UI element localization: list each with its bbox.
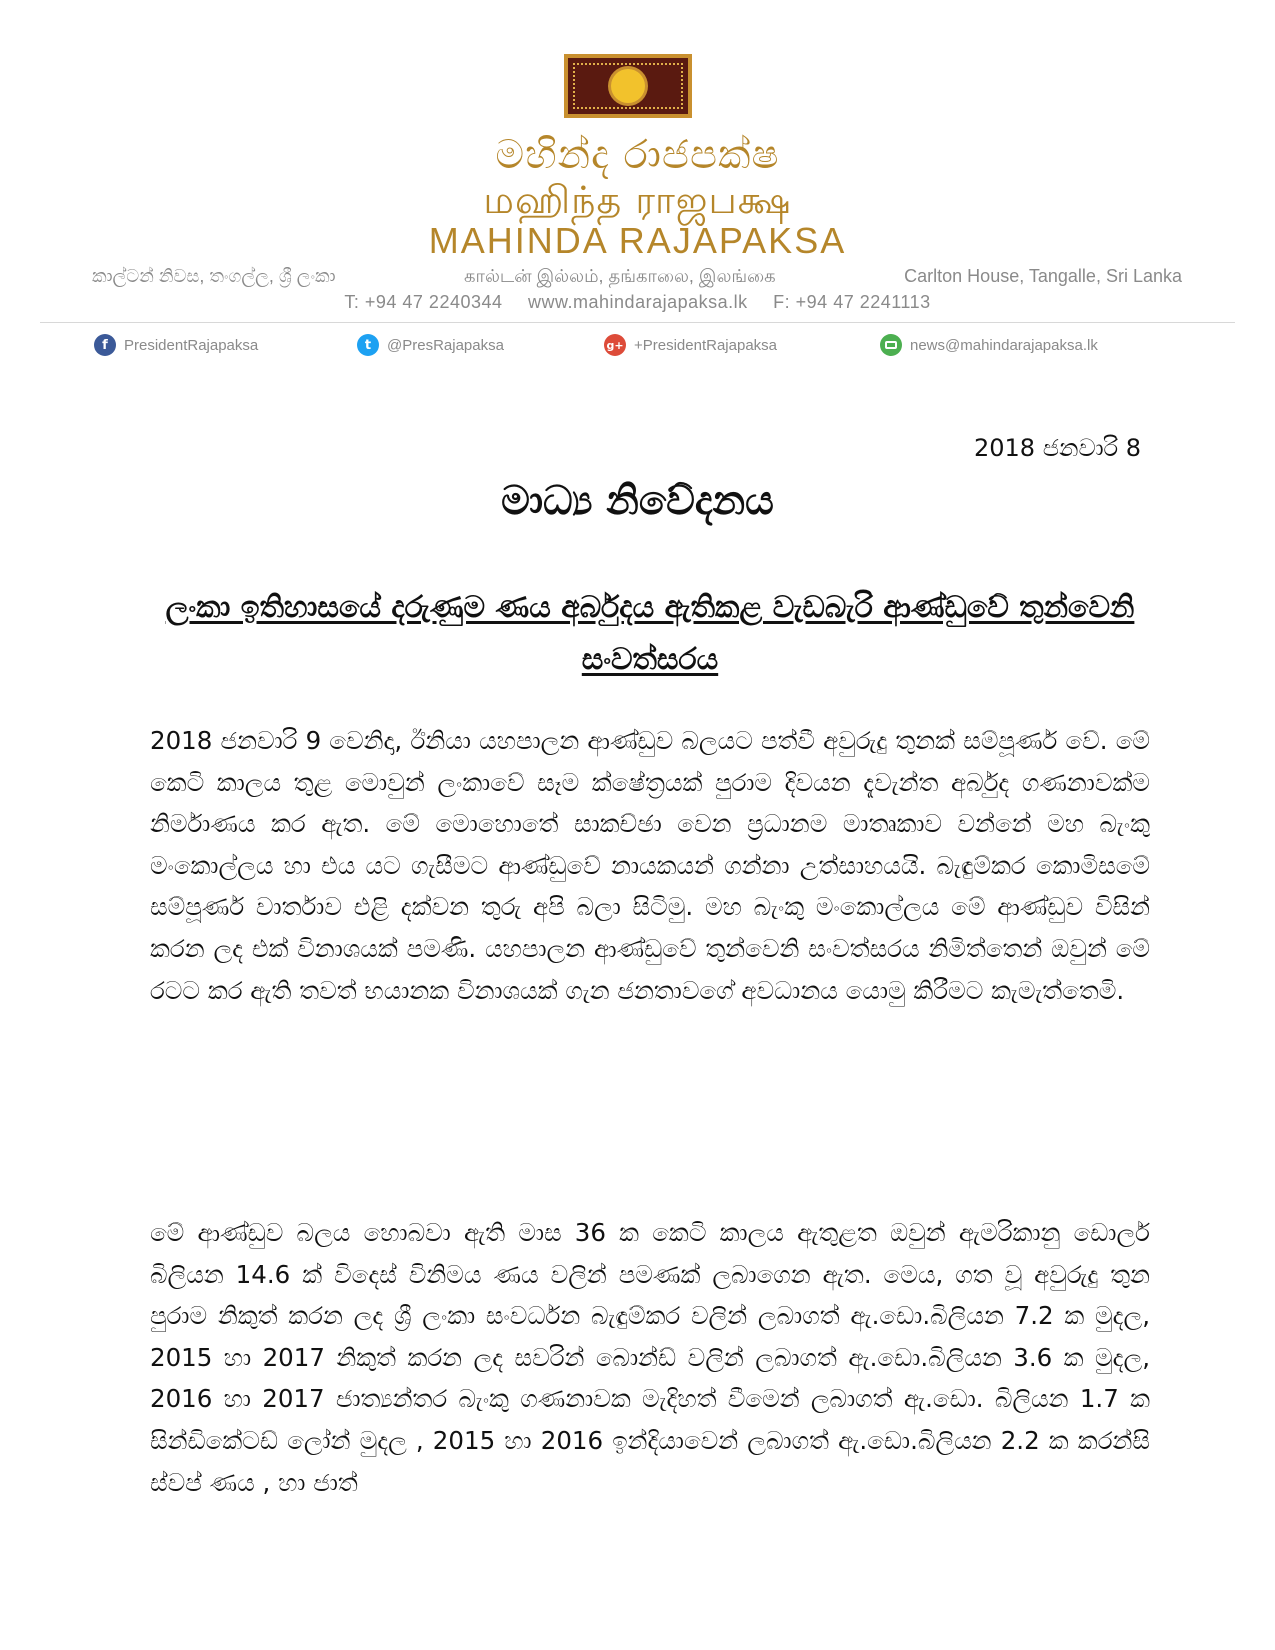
address-tamil: கால்டன் இல்லம், தங்காலை, இலங்கை	[464, 266, 776, 286]
email-address: news@mahindarajapaksa.lk	[910, 336, 1098, 354]
email-icon	[880, 334, 902, 356]
emblem-border	[573, 63, 683, 109]
name-english: MAHINDA RAJAPAKSA	[428, 220, 847, 261]
document-title: ලංකා ඉතිහාසයේ දරුණුම ණය අර්බුදය ඇතිකළ වැඩබැරි ආණ්ඩුවේ තුන්වෙනි සංවත්සරය	[165, 590, 1135, 677]
paragraph-1: 2018 ජනවාරි 9 වෙනිදා, ඊනියා යහපාලන ආණ්ඩුව බලයට පත්වී අවුරුදු තුනක් සම්පූර්ණ වේ. මේ කෙටි කාලය තුළ මොවුන් ලංකාවේ සෑම ක්ෂේත්‍රයක් පුරාම දිවයන දැවැන්ත අර්බුද ගණනාවක්ම නිර්මාණය කර ඇත. මේ මොහොතේ සාකච්ඡා වෙන ප්‍රධානම මාතෘකාව වන්නේ මහ බැංකු මංකොල්ලය හා එය යට ගැසීමට ආණ්ඩුවේ නායකයන් ගන්නා උත්සාහයයි. බැඳුම්කර කොමිසමේ සම්පූර්ණ වාර්තාව එළි දක්වන තුරු අපි බලා සිටිමු. මහ බැංකු මංකොල්ලය මේ ආණ්ඩුව විසින් කරන ලද එක් විනාශයක් පමණි. යහපාලන ආණ්ඩුවේ තුන්වෙනි සංවත්සරය නිමිත්තෙන් ඔවුන් මේ රටට කර ඇති තවත් භයානක විනාශයක් ගැන ජනතාවගේ අවධානය යොමු කිරීමට කැමැත්තෙමි.	[150, 726, 1150, 1005]
paragraph-2: මේ ආණ්ඩුව බලය හොබවා ඇති මාස 36 ක කෙටි කාලය ඇතුළත ඔවුන් ඇමරිකානු ඩොලර් බිලියන 14.6 ක් විදෙස් විනිමය ණය වලින් පමණක් ලබාගෙන ඇත. මෙය, ගත වූ අවුරුදු තුන පුරාම නිකුත් කරන ලද ශ්‍රී ලංකා සංවර්ධන බැඳුම්කර වලින් ලබාගත් ඇ.ඩො.බිලියන 7.2 ක මුදල, 2015 හා 2017 නිකුත් කරන ලද සවරින් බොන්ඩ් වලින් ලබාගත් ඇ.ඩො.බිලියන 3.6 ක මුදල, 2016 හා 2017 ජාත්‍යන්තර බැංකු ගණනාවක මැදිහත් වීමෙන් ලබාගත් ඇ.ඩො. බිලියන 1.7 ක සින්ඩිකේටඩ් ලෝන් මුදල , 2015 හා 2016 ඉන්දියාවෙන් ලබාගත් ඇ.ඩො.බිලියන 2.2 ක කරන්සි ස්වප් ණය , හා ජාත්	[150, 1218, 1150, 1497]
facebook-handle: PresidentRajapaksa	[124, 336, 259, 354]
googleplus-handle: +PresidentRajapaksa	[634, 336, 778, 354]
dharma-wheel-icon	[611, 69, 645, 103]
twitter-link[interactable]	[357, 334, 504, 356]
twitter-icon: t	[357, 334, 379, 356]
contact-row	[0, 292, 1275, 313]
name-tamil: மஹிந்த ராஜபக்ஷ	[483, 178, 792, 222]
twitter-handle: @PresRajapaksa	[387, 336, 504, 354]
facebook-icon: f	[94, 334, 116, 356]
address-english: Carlton House, Tangalle, Sri Lanka	[904, 266, 1182, 286]
emblem-flag-icon	[564, 54, 692, 118]
address-row	[92, 266, 1182, 289]
fax: F: +94 47 2241113	[773, 292, 931, 312]
name-sinhala: මහින්ද රාජපක්ෂ	[495, 132, 780, 178]
social-row	[94, 334, 1184, 360]
googleplus-icon: g+	[604, 334, 626, 356]
address-sinhala: කාල්ටන් නිවස, තංගල්ල, ශ්‍රී ලංකා	[92, 266, 336, 286]
document-heading: මාධ්‍ය නිවේදනය	[501, 478, 774, 524]
website-link[interactable]: www.mahindarajapaksa.lk	[528, 292, 748, 312]
facebook-link[interactable]	[94, 334, 258, 356]
googleplus-link[interactable]	[604, 334, 777, 356]
document-date: 2018 ජනවාරි 8	[974, 434, 1141, 462]
email-link[interactable]	[880, 334, 1098, 356]
header-divider	[40, 322, 1235, 323]
telephone: T: +94 47 2240344	[344, 292, 503, 312]
